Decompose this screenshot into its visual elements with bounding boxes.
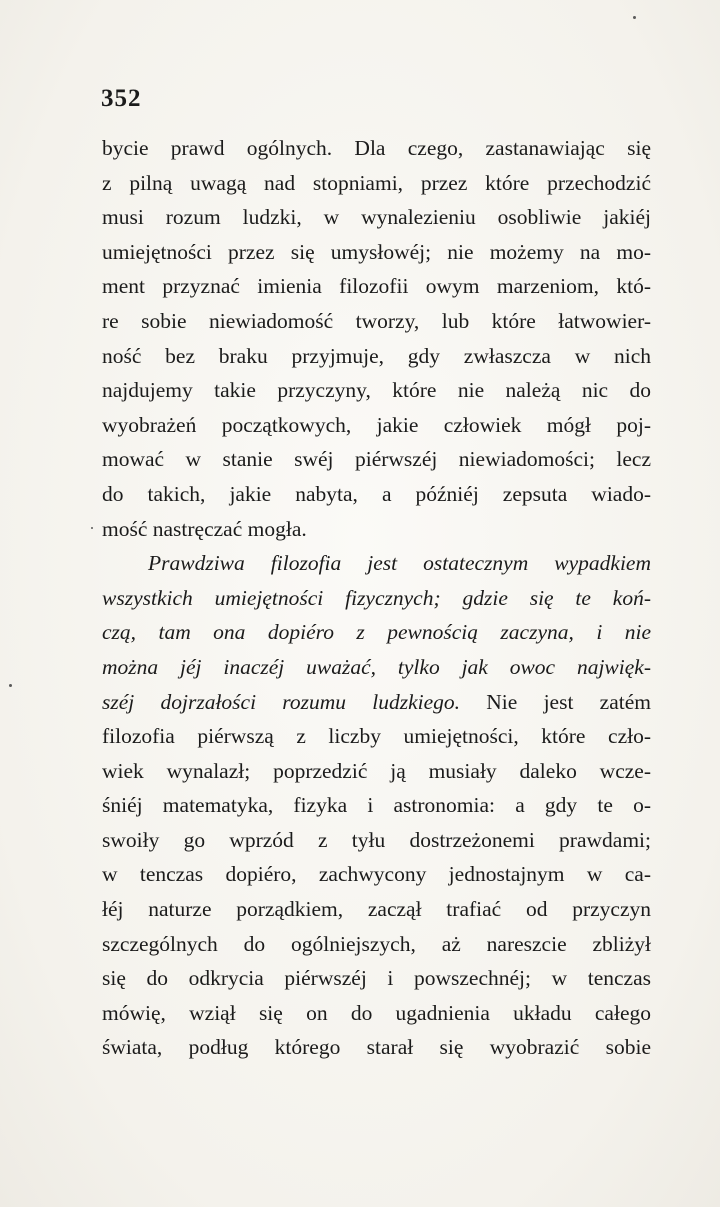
- text-line: śniéj matematyka, fizyka i astronomia: a gdy te o-: [102, 793, 651, 818]
- page-body-text: [102, 131, 651, 1065]
- mixed-text-line: [102, 685, 651, 720]
- text-line: musi rozum ludzki, w wynalezieniu osobliwie jakiéj: [102, 205, 651, 230]
- text-line: umiejętności przez się umysłowéj; nie możemy na mo-: [102, 239, 651, 264]
- text-line: re sobie niewiadomość tworzy, lub które łatwowier-: [102, 308, 651, 333]
- text-line: mować w stanie swéj piérwszéj niewiadomości; lecz: [102, 447, 651, 472]
- italic-text-line: Prawdziwa filozofia jest ostatecznym wypadkiem: [148, 551, 651, 576]
- text-line: się do odkrycia piérwszéj i powszechnéj; w tenczas: [102, 966, 651, 991]
- text-line: najdujemy takie przyczyny, które nie należą nic do: [102, 378, 651, 403]
- text-line: swoiły go wprzód z tyłu dostrzeżonemi prawdami;: [102, 827, 651, 852]
- italic-phrase: széj dojrzałości rozumu ludzkiego.: [102, 689, 461, 714]
- text-line: w tenczas dopiéro, zachwycony jednostajnym w ca-: [102, 862, 651, 887]
- ink-speck: [9, 684, 12, 687]
- text-line: wyobrażeń początkowych, jakie człowiek mógł poj-: [102, 412, 651, 437]
- text-phrase: Nie jest zatém: [486, 689, 651, 714]
- text-line: ment przyznać imienia filozofii owym marzeniom, któ-: [102, 274, 651, 299]
- text-line: mówię, wziął się on do ugadnienia układu całego: [102, 1000, 651, 1025]
- text-line: filozofia piérwszą z liczby umiejętności, które czło-: [102, 724, 651, 749]
- text-line: łéj naturze porządkiem, zaczął trafiać od przyczyn: [102, 897, 651, 922]
- text-line: z pilną uwagą nad stopniami, przez które przechodzić: [102, 170, 651, 195]
- italic-text-line: czą, tam ona dopiéro z pewnością zaczyna, i nie: [102, 620, 651, 645]
- text-line: bycie prawd ogólnych. Dla czego, zastanawiając się: [102, 136, 651, 160]
- text-line: szczególnych do ogólniejszych, aż nareszcie zbliżył: [102, 931, 651, 956]
- italic-text-line: wszystkich umiejętności fizycznych; gdzie się te koń-: [102, 585, 651, 610]
- ink-speck: [91, 527, 93, 529]
- text-line: do takich, jakie nabyta, a późniéj zepsuta wiado-: [102, 481, 651, 506]
- text-line: świata, podług którego starał się wyobrazić sobie: [102, 1035, 651, 1060]
- text-line: wiek wynalazł; poprzedzić ją musiały daleko wcze-: [102, 758, 651, 783]
- paragraph-end-line: mość nastręczać mogła.: [102, 516, 307, 541]
- italic-text-line: można jéj inaczéj uważać, tylko jak owoc najwięk-: [102, 654, 651, 679]
- ink-speck: [633, 16, 636, 19]
- page-number: 352: [101, 85, 142, 112]
- text-line: ność bez braku przyjmuje, gdy zwłaszcza w nich: [102, 343, 651, 368]
